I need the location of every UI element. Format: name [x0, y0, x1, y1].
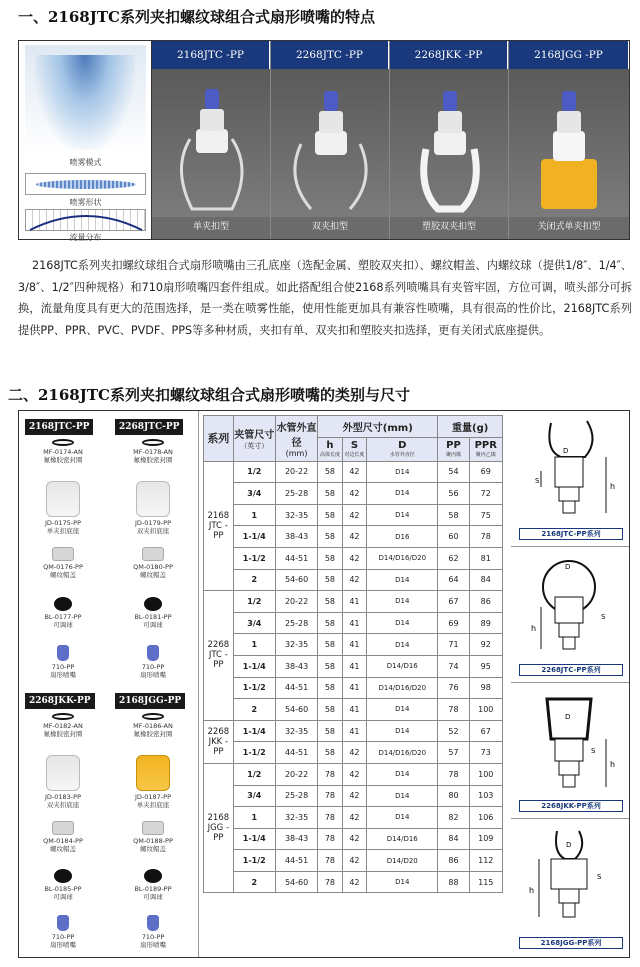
table-row: [204, 526, 503, 548]
part-item: JD-0187-PP 单夹扣底座: [113, 755, 193, 809]
part-item: QM-0188-PP 螺纹帽盖: [113, 821, 193, 853]
section2-title: 二、2168JTC系列夹扣螺纹球组合式扇形喷嘴的类别与尺寸: [8, 386, 410, 404]
product-image: [390, 69, 508, 217]
diagram-label: 2268JKK-PP系列: [519, 800, 623, 812]
table-cell: 2: [233, 699, 275, 721]
section1-title: 一、2168JTC系列夹扣螺纹球组合式扇形喷嘴的特点: [18, 8, 375, 26]
product-col-4: [509, 41, 629, 239]
table-row: [204, 677, 503, 699]
table-cell: 1-1/2: [233, 742, 275, 764]
svg-text:S: S: [591, 747, 596, 755]
diagram-label: 2168JGG-PP系列: [519, 937, 623, 949]
product-caption: 塑胶双夹扣型: [421, 222, 476, 232]
table-cell: 78: [318, 763, 342, 785]
table-cell: 1: [233, 807, 275, 829]
spray-shape-label: 喷雾形状: [69, 198, 102, 207]
table-cell: 103: [469, 785, 502, 807]
table-cell: 67: [469, 720, 502, 742]
table-row: [204, 612, 503, 634]
table-cell: D14/D16: [367, 828, 438, 850]
spray-info-panel: [19, 41, 152, 242]
table-cell: 2: [233, 871, 275, 893]
table-cell: 1-1/4: [233, 720, 275, 742]
o-ring-icon: [142, 713, 164, 720]
product-title: 2268JTC -PP: [271, 41, 389, 69]
table-row: [204, 742, 503, 764]
table-cell: D14: [367, 699, 438, 721]
table-cell: D16: [367, 526, 438, 548]
parts-group-tag: 2168JTC-PP: [25, 419, 93, 435]
table-cell: 58: [318, 655, 342, 677]
table-row: [204, 591, 503, 613]
table-cell: 1/2: [233, 591, 275, 613]
table-cell: 57: [438, 742, 469, 764]
table-cell: 78: [469, 526, 502, 548]
base-icon: [136, 755, 170, 791]
table-cell: 69: [438, 612, 469, 634]
table-cell: 78: [318, 807, 342, 829]
product-image: [271, 69, 389, 217]
base-icon: [46, 755, 80, 791]
table-cell: 73: [469, 742, 502, 764]
table-cell: 42: [342, 569, 366, 591]
table-cell: D14: [367, 807, 438, 829]
part-item: 710-PP 扇形喷嘴: [113, 645, 193, 679]
table-row: [204, 699, 503, 721]
table-cell: 78: [438, 763, 469, 785]
table-cell: 71: [438, 634, 469, 656]
svg-text:h: h: [529, 886, 535, 895]
table-cell: 42: [342, 461, 366, 483]
dimension-drawing: [511, 547, 629, 667]
table-cell: 20-22: [275, 591, 317, 613]
table-cell: 106: [469, 807, 502, 829]
part-item: JD-0183-PP 双夹扣底座: [23, 755, 103, 809]
table-row: [204, 785, 503, 807]
o-ring-icon: [52, 439, 74, 446]
table-cell: 41: [342, 699, 366, 721]
cap-icon: [52, 547, 74, 561]
part-item: JD-0175-PP 单夹扣底座: [23, 481, 103, 535]
table-cell: 38-43: [275, 655, 317, 677]
product-caption: 单夹扣型: [192, 222, 229, 232]
specs-panel: [18, 410, 630, 958]
product-col-2: [271, 41, 390, 239]
table-cell: 32-35: [275, 634, 317, 656]
part-item: MF-0174-AN 氟橡胶密封圈: [23, 439, 103, 464]
table-cell: 20-22: [275, 461, 317, 483]
table-cell: 58: [318, 677, 342, 699]
table-cell: 42: [342, 742, 366, 764]
table-cell: 89: [469, 612, 502, 634]
table-cell: 67: [438, 591, 469, 613]
table-cell: 41: [342, 720, 366, 742]
product-image: [509, 69, 629, 217]
diagram-label: 2268JTC-PP系列: [519, 664, 623, 676]
table-cell: 1: [233, 504, 275, 526]
diagram-cell: [511, 411, 629, 547]
diagram-cell: [511, 683, 629, 819]
part-item: BL-0185-PP 可调球: [23, 869, 103, 901]
table-cell: 62: [438, 547, 469, 569]
table-cell: D14: [367, 612, 438, 634]
table-cell: 112: [469, 850, 502, 872]
table-cell: 78: [318, 850, 342, 872]
table-cell: 38-43: [275, 828, 317, 850]
product-gallery: [152, 41, 629, 239]
table-cell: 54: [438, 461, 469, 483]
svg-text:S: S: [601, 613, 606, 621]
table-cell: 58: [318, 720, 342, 742]
table-cell: 2: [233, 569, 275, 591]
table-cell: 32-35: [275, 807, 317, 829]
table-cell: D14/D20: [367, 850, 438, 872]
table-cell: 69: [469, 461, 502, 483]
table-cell: 1: [233, 634, 275, 656]
table-cell: 82: [438, 807, 469, 829]
table-cell: 64: [438, 569, 469, 591]
table-cell: 81: [469, 547, 502, 569]
table-cell: 1-1/4: [233, 828, 275, 850]
base-icon: [136, 481, 170, 517]
product-col-1: [152, 41, 271, 239]
series-cell: 2168 JTC -PP: [204, 461, 234, 591]
table-cell: 54-60: [275, 871, 317, 893]
part-item: MF-0182-AN 氟橡胶密封圈: [23, 713, 103, 738]
header-series: 系列: [204, 416, 234, 462]
table-cell: 84: [438, 828, 469, 850]
table-cell: D14/D16: [367, 655, 438, 677]
cap-icon: [142, 821, 164, 835]
table-cell: 60: [438, 526, 469, 548]
header-weight: 重量(g): [438, 416, 503, 438]
table-cell: 41: [342, 655, 366, 677]
table-cell: 1/2: [233, 763, 275, 785]
part-item: MF-0178-AN 氟橡胶密封圈: [113, 439, 193, 464]
dimension-drawing: [511, 411, 629, 531]
table-cell: 42: [342, 871, 366, 893]
table-cell: 72: [469, 483, 502, 505]
series-cell: 2168 JGG -PP: [204, 763, 234, 893]
table-row: [204, 569, 503, 591]
table-cell: 52: [438, 720, 469, 742]
base-icon: [46, 481, 80, 517]
table-row: [204, 483, 503, 505]
table-cell: 58: [318, 742, 342, 764]
table-cell: D14: [367, 504, 438, 526]
table-cell: 42: [342, 504, 366, 526]
product-caption: 关闭式单夹扣型: [537, 222, 601, 232]
table-cell: 42: [342, 763, 366, 785]
spray-pattern-label: 喷雾模式: [69, 158, 102, 167]
table-cell: 74: [438, 655, 469, 677]
ball-icon: [54, 597, 72, 611]
table-row: [204, 655, 503, 677]
parts-list: [19, 411, 199, 957]
svg-text:D: D: [566, 841, 572, 849]
table-cell: 25-28: [275, 483, 317, 505]
diagram-cell: [511, 819, 629, 955]
table-cell: 42: [342, 807, 366, 829]
nozzle-tip-icon: [147, 915, 159, 931]
table-cell: 58: [438, 504, 469, 526]
table-cell: 1-1/2: [233, 850, 275, 872]
table-row: [204, 871, 503, 893]
table-cell: 44-51: [275, 850, 317, 872]
table-row: [204, 828, 503, 850]
table-cell: 75: [469, 504, 502, 526]
ball-icon: [54, 869, 72, 883]
header-s: S 对边长度: [342, 437, 366, 461]
series-cell: 2268 JTC -PP: [204, 591, 234, 721]
table-row: [204, 504, 503, 526]
ball-icon: [144, 597, 162, 611]
table-cell: 42: [342, 526, 366, 548]
spray-pattern-image: [25, 45, 146, 155]
table-cell: 80: [438, 785, 469, 807]
svg-text:S: S: [535, 477, 540, 485]
header-od: 水管外直径 (mm): [275, 416, 317, 462]
flow-distribution-image: [25, 209, 146, 231]
nozzle-tip-icon: [57, 645, 69, 661]
svg-text:h: h: [610, 482, 616, 491]
flow-distribution-label: 流量分布: [69, 233, 102, 242]
spec-table: [203, 415, 503, 893]
table-cell: 58: [318, 526, 342, 548]
table-cell: 1-1/2: [233, 547, 275, 569]
header-pp: PP 聚丙烯: [438, 437, 469, 461]
table-cell: 58: [318, 591, 342, 613]
table-cell: D14: [367, 634, 438, 656]
part-item: BL-0181-PP 可调球: [113, 597, 193, 629]
spec-table-body: [204, 461, 503, 893]
part-item: 710-PP 扇形喷嘴: [23, 645, 103, 679]
table-cell: 109: [469, 828, 502, 850]
table-cell: D14: [367, 871, 438, 893]
o-ring-icon: [52, 713, 74, 720]
cap-icon: [142, 547, 164, 561]
table-cell: 58: [318, 483, 342, 505]
table-cell: 54-60: [275, 699, 317, 721]
table-cell: 56: [438, 483, 469, 505]
o-ring-icon: [142, 439, 164, 446]
part-item: BL-0189-PP 可调球: [113, 869, 193, 901]
dimension-drawing: [511, 683, 629, 803]
table-cell: 25-28: [275, 612, 317, 634]
table-cell: 41: [342, 591, 366, 613]
table-cell: 100: [469, 763, 502, 785]
features-panel: [18, 40, 630, 240]
svg-text:S: S: [597, 873, 602, 881]
spray-shape-image: [25, 173, 146, 195]
table-cell: 3/4: [233, 785, 275, 807]
diagram-cell: [511, 547, 629, 683]
part-item: JD-0179-PP 双夹扣底座: [113, 481, 193, 535]
table-row: [204, 720, 503, 742]
table-row: [204, 547, 503, 569]
parts-group-tag: 2268JTC-PP: [115, 419, 183, 435]
svg-text:D: D: [563, 447, 569, 455]
table-cell: 58: [318, 699, 342, 721]
table-cell: D14: [367, 569, 438, 591]
header-clamp: 夹管尺寸 （英寸）: [233, 416, 275, 462]
table-cell: 84: [469, 569, 502, 591]
table-row: [204, 461, 503, 483]
table-cell: 32-35: [275, 720, 317, 742]
table-cell: 76: [438, 677, 469, 699]
table-cell: 1-1/4: [233, 526, 275, 548]
table-cell: 98: [469, 677, 502, 699]
part-item: QM-0180-PP 螺纹帽盖: [113, 547, 193, 579]
series-cell: 2268 JKK -PP: [204, 720, 234, 763]
table-cell: 41: [342, 634, 366, 656]
svg-text:h: h: [610, 760, 616, 769]
parts-group-tag: 2168JGG-PP: [115, 693, 185, 709]
table-cell: 58: [318, 612, 342, 634]
svg-text:D: D: [565, 713, 571, 721]
table-row: [204, 807, 503, 829]
part-item: QM-0184-PP 螺纹帽盖: [23, 821, 103, 853]
table-cell: 54-60: [275, 569, 317, 591]
table-cell: 58: [318, 504, 342, 526]
part-item: 710-PP 扇形喷嘴: [23, 915, 103, 949]
table-cell: 44-51: [275, 677, 317, 699]
table-cell: 44-51: [275, 742, 317, 764]
product-caption: 双夹扣型: [311, 222, 348, 232]
table-cell: 38-43: [275, 526, 317, 548]
product-title: 2168JTC -PP: [152, 41, 270, 69]
table-cell: 44-51: [275, 547, 317, 569]
table-cell: 115: [469, 871, 502, 893]
part-item: BL-0177-PP 可调球: [23, 597, 103, 629]
product-title: 2268JKK -PP: [390, 41, 508, 69]
product-title: 2168JGG -PP: [509, 41, 629, 69]
table-cell: D14: [367, 785, 438, 807]
table-cell: D14/D16/D20: [367, 742, 438, 764]
table-cell: 3/4: [233, 483, 275, 505]
diagram-label: 2168JTC-PP系列: [519, 528, 623, 540]
table-cell: 100: [469, 699, 502, 721]
table-cell: 1-1/2: [233, 677, 275, 699]
table-cell: 92: [469, 634, 502, 656]
table-cell: 42: [342, 547, 366, 569]
part-item: QM-0176-PP 螺纹帽盖: [23, 547, 103, 579]
table-cell: 78: [438, 699, 469, 721]
table-row: [204, 763, 503, 785]
table-cell: 42: [342, 850, 366, 872]
header-h: h 高体长度: [318, 437, 342, 461]
table-cell: D14: [367, 720, 438, 742]
parts-group-tag: 2268JKK-PP: [25, 693, 95, 709]
dimension-drawing: [511, 819, 629, 939]
table-cell: 1/2: [233, 461, 275, 483]
svg-text:D: D: [565, 563, 571, 571]
dimension-diagrams: [511, 411, 629, 957]
table-cell: 25-28: [275, 785, 317, 807]
table-cell: D14/D16/D20: [367, 677, 438, 699]
part-item: 710-PP 扇形喷嘴: [113, 915, 193, 949]
table-cell: 58: [318, 547, 342, 569]
table-row: [204, 850, 503, 872]
table-cell: 42: [342, 483, 366, 505]
table-cell: 58: [318, 569, 342, 591]
table-cell: 3/4: [233, 612, 275, 634]
table-cell: 95: [469, 655, 502, 677]
product-image: [152, 69, 270, 217]
table-cell: D14: [367, 461, 438, 483]
product-col-3: [390, 41, 509, 239]
table-cell: 86: [469, 591, 502, 613]
table-cell: D14: [367, 591, 438, 613]
ball-icon: [144, 869, 162, 883]
table-cell: 20-22: [275, 763, 317, 785]
header-d: D 水管外直径: [367, 437, 438, 461]
table-cell: 58: [318, 634, 342, 656]
table-cell: D14: [367, 763, 438, 785]
svg-text:h: h: [531, 624, 537, 633]
table-cell: D14/D16/D20: [367, 547, 438, 569]
part-item: MF-0186-AN 氟橡胶密封圈: [113, 713, 193, 738]
cap-icon: [52, 821, 74, 835]
header-ppr: PPR 聚丙乙烯: [469, 437, 502, 461]
table-cell: 88: [438, 871, 469, 893]
table-cell: 32-35: [275, 504, 317, 526]
nozzle-tip-icon: [147, 645, 159, 661]
table-cell: 58: [318, 461, 342, 483]
description-paragraph: 2168JTC系列夹扣螺纹球组合式扇形喷嘴由三孔底座（选配金属、塑胶双夹扣）、螺纹帽盖、内螺纹球（提供1/8″、1/4″、3/8″、1/2″四种规格）和710扇形喷嘴四套件组成。如此搭配组合使2168系列喷嘴具有夹管牢固，方位可调，喷头部分可拆换，流量角度具有更大的范围选择，是一类在喷雾性能，使用性能更加具有兼容性喷嘴，具有很高的性价比，2168JTC系列提供PP、PPR、PVC、PVDF、PPS等多种材质，夹扣有单、双夹扣和塑胶夹扣选择，更有关闭式底座提供。: [18, 259, 632, 337]
table-cell: 78: [318, 828, 342, 850]
table-cell: 1-1/4: [233, 655, 275, 677]
nozzle-tip-icon: [57, 915, 69, 931]
table-cell: 86: [438, 850, 469, 872]
table-cell: 78: [318, 871, 342, 893]
table-row: [204, 634, 503, 656]
table-cell: 41: [342, 612, 366, 634]
table-cell: D14: [367, 483, 438, 505]
table-cell: 42: [342, 828, 366, 850]
header-dims: 外型尺寸(mm): [318, 416, 438, 438]
table-cell: 78: [318, 785, 342, 807]
table-cell: 41: [342, 677, 366, 699]
table-cell: 42: [342, 785, 366, 807]
